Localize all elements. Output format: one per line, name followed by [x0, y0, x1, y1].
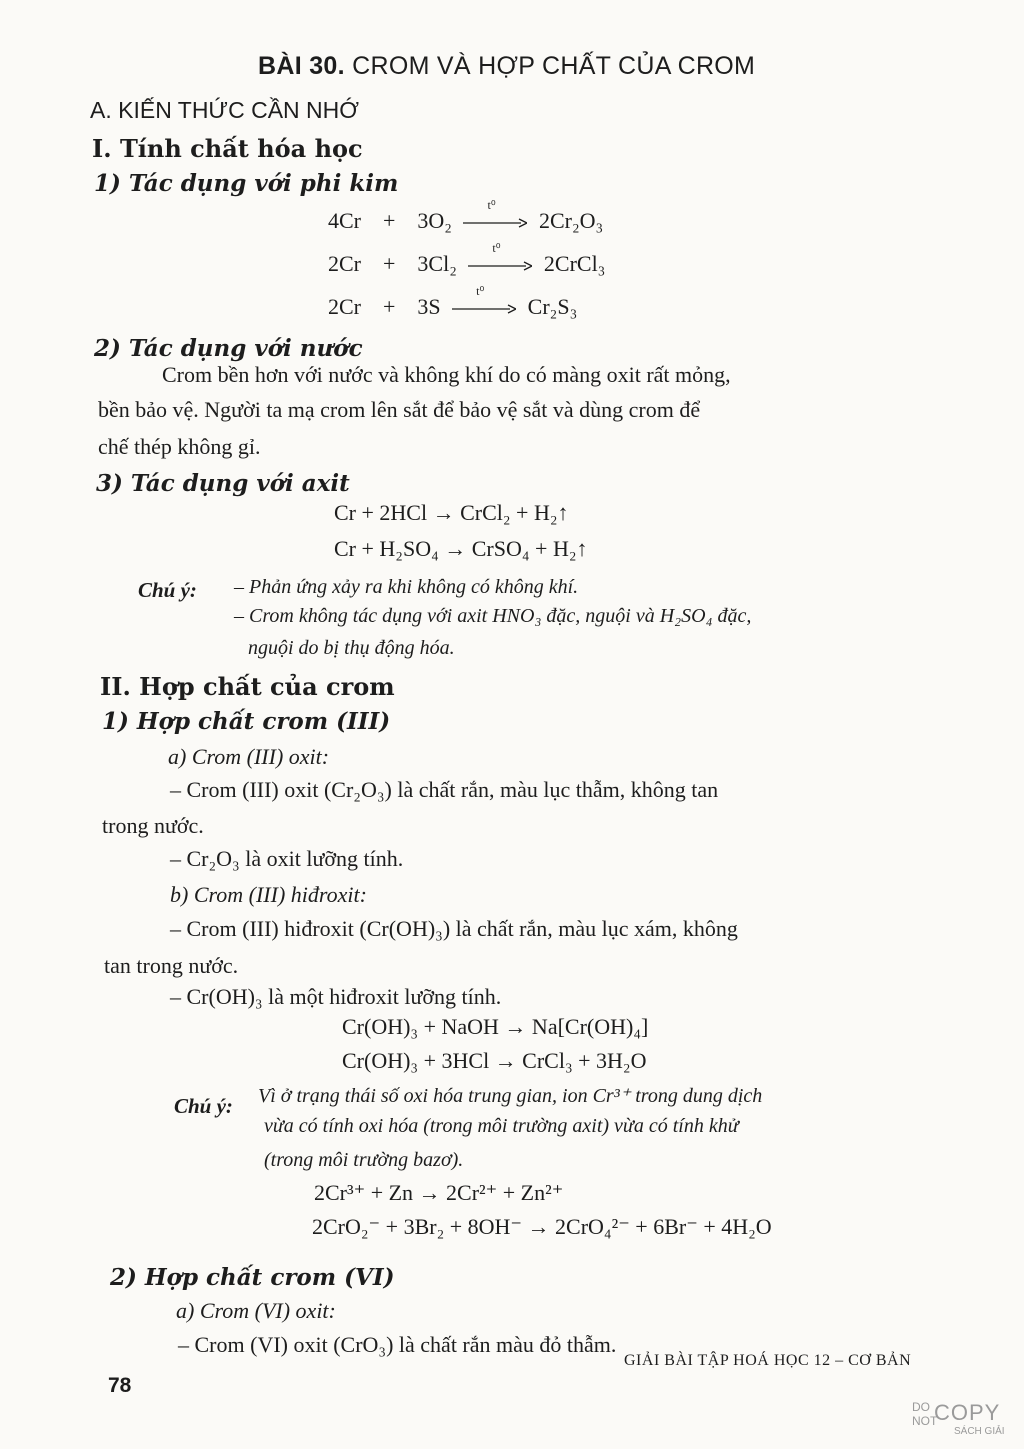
paragraph-line: bền bảo vệ. Người ta mạ crom lên sắt để bảo vệ sắt và dùng crom để — [98, 397, 701, 422]
part2-sub2-heading: 2) Hợp chất crom (VI) — [110, 1264, 395, 1291]
part1-sub3-heading: 3) Tác dụng với axit — [96, 470, 350, 497]
lesson-title-text: CROM VÀ HỢP CHẤT CỦA CROM — [352, 52, 756, 80]
equation-cr-s: 2Cr + 3S t⁰ Cr₂S₃ — [328, 283, 578, 319]
heat-arrow: t⁰ — [463, 212, 527, 234]
paragraph-line: chế thép không gỉ. — [98, 434, 261, 459]
equation-croh3-naoh: Cr(OH)₃ + NaOH → Na[Cr(OH)₄] — [342, 1014, 649, 1039]
note-line: nguội do bị thụ động hóa. — [248, 637, 455, 659]
section-a-heading: A. KIẾN THỨC CẦN NHỚ — [90, 97, 359, 123]
arrow-icon — [463, 218, 527, 228]
paragraph-line: Crom bền hơn với nước và không khí do có màng oxit rất mỏng, — [162, 362, 731, 387]
equation-cr3-zn: 2Cr³⁺ + Zn → 2Cr²⁺ + Zn²⁺ — [314, 1180, 564, 1205]
arrow-icon — [452, 304, 516, 314]
heat-arrow: t⁰ — [468, 255, 532, 277]
paragraph-line: – Crom (VI) oxit (CrO₃) là chất rắn màu đỏ thẫm. — [178, 1332, 617, 1357]
equation-cr-hcl: Cr + 2HCl → CrCl₂ + H₂↑ — [334, 500, 569, 525]
part2-sub2-a-heading: a) Crom (VI) oxit: — [176, 1298, 336, 1323]
note-label: Chú ý: — [174, 1094, 233, 1118]
lesson-title — [258, 52, 755, 81]
note-line: – Crom không tác dụng với axit HNO₃ đặc, nguội và H₂SO₄ đặc, — [234, 605, 752, 627]
note-line: vừa có tính oxi hóa (trong môi trường axit) vừa có tính khử — [264, 1115, 739, 1137]
watermark-stamp: DO NOT COPY SÁCH GIẢI — [912, 1400, 1005, 1437]
part2-heading: II. Hợp chất của crom — [100, 672, 395, 701]
arrow-icon — [468, 261, 532, 271]
part1-sub1-heading: 1) Tác dụng với phi kim — [94, 170, 399, 197]
paragraph-line: – Crom (III) oxit (Cr₂O₃) là chất rắn, màu lục thẫm, không tan — [170, 777, 719, 802]
equation-cr-o2: 4Cr + 3O₂ t⁰ 2Cr₂O₃ — [328, 197, 604, 233]
part1-sub2-heading: 2) Tác dụng với nước — [94, 335, 363, 362]
page-number: 78 — [108, 1374, 132, 1397]
paragraph-line: – Crom (III) hiđroxit (Cr(OH)₃) là chất rắn, màu lục xám, không — [170, 916, 738, 941]
note-line: – Phản ứng xảy ra khi không có không khí. — [234, 576, 579, 598]
note-line: Vì ở trạng thái số oxi hóa trung gian, ion Cr³⁺ trong dung dịch — [258, 1085, 763, 1107]
equation-cro2-br2: 2CrO₂⁻ + 3Br₂ + 8OH⁻ → 2CrO₄²⁻ + 6Br⁻ + 4H₂O — [312, 1214, 772, 1239]
equation-cr-h2so4: Cr + H₂SO₄ → CrSO₄ + H₂↑ — [334, 536, 588, 561]
lesson-number: BÀI 30. — [258, 52, 345, 80]
book-title-footer: GIẢI BÀI TẬP HOÁ HỌC 12 – CƠ BẢN — [624, 1352, 912, 1369]
equation-croh3-hcl: Cr(OH)₃ + 3HCl → CrCl₃ + 3H₂O — [342, 1048, 647, 1073]
part2-sub1-heading: 1) Hợp chất crom (III) — [102, 708, 391, 735]
part1-heading: I. Tính chất hóa học — [92, 134, 363, 163]
paragraph-line: – Cr(OH)₃ là một hiđroxit lưỡng tính. — [170, 984, 502, 1009]
note-line: (trong môi trường bazơ). — [264, 1149, 464, 1171]
part2-sub1-a-heading: a) Crom (III) oxit: — [168, 744, 330, 769]
paragraph-line: tan trong nước. — [104, 953, 239, 978]
heat-arrow: t⁰ — [452, 298, 516, 320]
paragraph-line: – Cr₂O₃ là oxit lưỡng tính. — [170, 846, 404, 871]
paragraph-line: trong nước. — [102, 813, 204, 838]
part2-sub1-b-heading: b) Crom (III) hiđroxit: — [170, 882, 367, 907]
equation-cr-cl2: 2Cr + 3Cl₂ t⁰ 2CrCl₃ — [328, 240, 606, 276]
note-label: Chú ý: — [138, 578, 197, 602]
